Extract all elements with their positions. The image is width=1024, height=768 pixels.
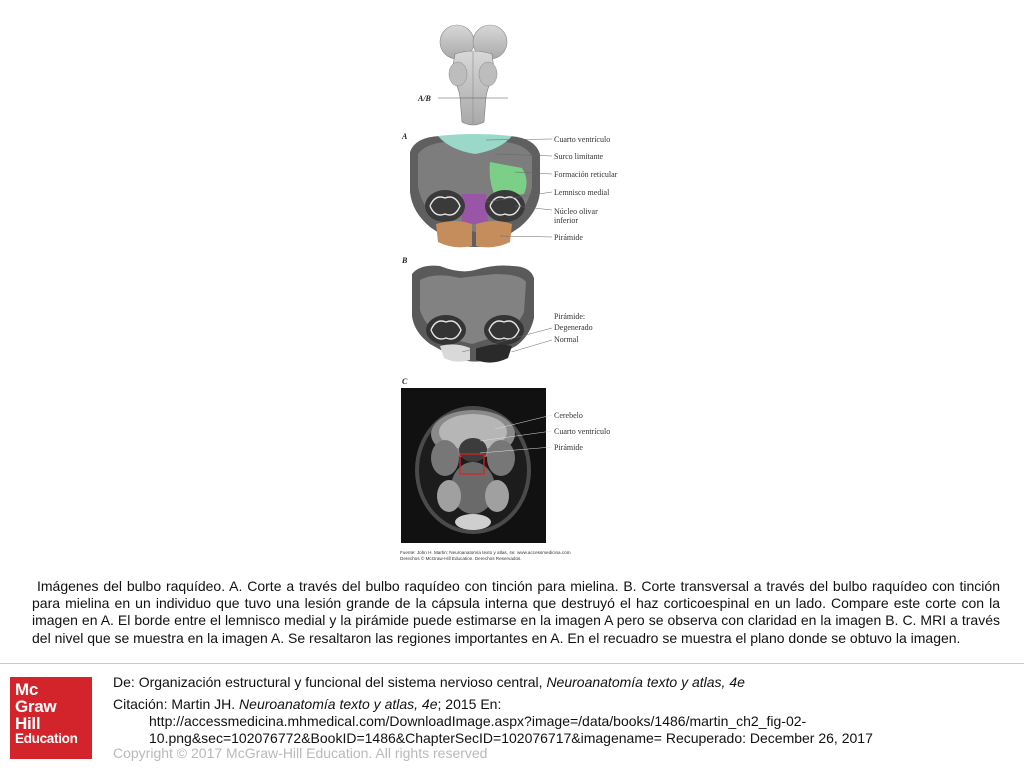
citation-chapter-title: Organización estructural y funcional del sistema nervioso central, <box>138 674 547 690</box>
figure-source-line2: Derechos © McGraw-Hill Education. Derechos Reservados. <box>400 556 522 561</box>
citation-de-line <box>113 674 1018 691</box>
panel-a-label-formacion-reticular: Formación reticular <box>554 170 618 179</box>
footer-divider <box>0 663 1024 664</box>
panel-label-ab: A/B <box>418 94 431 103</box>
copyright-notice: Copyright © 2017 McGraw-Hill Education. All rights reserved <box>113 745 488 761</box>
panel-c-label-piramide: Pirámide <box>554 443 583 452</box>
citation-author-line <box>113 696 1018 713</box>
panel-a-leader-lines <box>400 132 560 252</box>
logo-line-hill: Hill <box>15 714 41 733</box>
figure-caption-text: Imágenes del bulbo raquídeo. A. Corte a través del bulbo raquídeo con tinción para mielina. B. Corte transversal a través del bulbo raquídeo con tinción para mielina en un individuo que tuvo una lesión grande de la cápsula interna que destruyó el haz corticoespinal en un lado. Compare este corte con la imagen en A. El borde entre el lemnisco medial y la pirámide puede estimarse en la imagen A pero se observa con claridad en la imagen B. C. MRI a través del nivel que se muestra en la imagen A. Se resaltaron las regiones importantes en A. En el recuadro se muestra el plano donde se obtuvo la imagen. <box>32 578 1000 646</box>
panel-label-b: B <box>402 256 408 265</box>
figure-source-line1: Fuente: John H. Martin: Neuroanatomía texto y atlas, 4e: www.accessmedicina.com <box>400 550 571 555</box>
citation-author-suffix: ; 2015 En: <box>437 696 502 712</box>
panel-label-a: A <box>402 132 408 141</box>
panel-a-label-cuarto-ventriculo: Cuarto ventrículo <box>554 135 611 144</box>
citation-author-book-title: Neuroanatomía texto y atlas, 4e <box>239 696 438 712</box>
panel-b-label-degenerado: Degenerado <box>554 323 593 332</box>
citation-de-prefix: De: <box>113 674 139 690</box>
figure-caption <box>32 578 1000 647</box>
panel-c-label-cuarto-ventriculo: Cuarto ventrículo <box>554 427 611 436</box>
panel-label-c: C <box>402 377 408 386</box>
citation-book-title: Neuroanatomía texto y atlas, 4e <box>546 674 745 690</box>
panel-a-label-surco-limitante: Surco limitante <box>554 152 604 161</box>
logo-line-graw: Graw <box>15 697 57 716</box>
panel-b-label-normal: Normal <box>554 335 579 344</box>
citation-author-prefix: Citación: Martin JH. <box>113 696 240 712</box>
panel-a-label-nucleo-olivar: Núcleo olivar inferior <box>554 207 598 225</box>
panel-b-label-piramide: Pirámide: <box>554 312 586 321</box>
panel-a-label-lemnisco-medial: Lemnisco medial <box>554 188 610 197</box>
panel-b-leader-lines <box>400 312 560 352</box>
mcgraw-hill-education-logo <box>10 677 92 759</box>
citation-url-line-2[interactable]: 10.png&sec=102076772&BookID=1486&ChapterSecID=102076717&imagename= Recuperado: December 26, 2017 <box>149 730 873 746</box>
panel-c-label-cerebelo: Cerebelo <box>554 411 583 420</box>
citation-url-line-1[interactable]: http://accessmedicina.mhmedical.com/DownloadImage.aspx?image=/data/books/1486/martin_ch2_fig-02- <box>149 713 807 729</box>
figure-source-credit <box>400 550 630 562</box>
citation-block <box>113 674 1018 747</box>
brainstem-overview-image <box>400 22 630 132</box>
panel-c-leader-lines <box>400 407 560 457</box>
logo-line-education: Education <box>15 731 78 746</box>
panel-a-label-piramide: Pirámide <box>554 233 583 242</box>
figure-panel <box>400 22 630 567</box>
logo-line-mc: Mc <box>15 680 39 699</box>
